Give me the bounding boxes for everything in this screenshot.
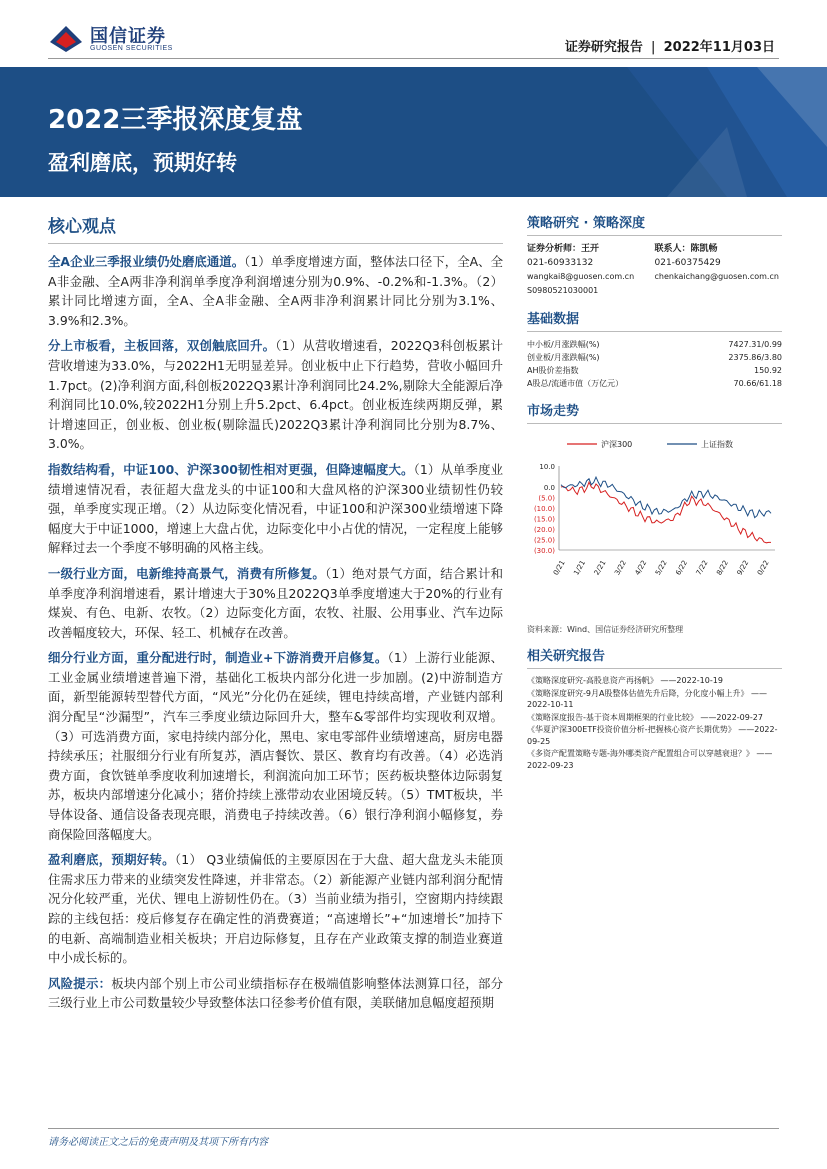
paragraph — [48, 974, 503, 1013]
analyst-phone: 021-60933132 — [527, 258, 594, 268]
paragraph — [48, 460, 503, 558]
header-divider — [48, 58, 779, 59]
report-title: 2022三季报深度复盘 — [48, 105, 303, 135]
basic-data-value: 2375.86/3.80 — [728, 353, 782, 362]
basic-data-row — [527, 377, 782, 390]
paragraph-lead: 细分行业方面，重分配进行时，制造业+下游消费开启修复。 — [48, 650, 388, 666]
paragraph — [48, 336, 503, 454]
paragraph-lead: 风险提示： — [48, 975, 112, 991]
related-report-item[interactable]: 《策略深度研究-9月A股整体估值先升后降，分化度小幅上升》 ——2022-10-11 — [527, 688, 767, 709]
paragraph-lead: 分上市板看，主板回落，双创触底回升。 — [48, 338, 276, 354]
basic-data-label: AH股价差指数 — [527, 366, 579, 375]
contact-email[interactable]: chenkaichang@guosen.com.cn — [654, 272, 779, 281]
basic-data-table — [527, 338, 782, 390]
analyst-block — [527, 242, 782, 298]
basic-data-row — [527, 364, 782, 377]
footer-disclaimer: 请务必阅读正文之后的免责声明及其项下所有内容 — [48, 1137, 268, 1148]
x-tick-label: 1/21 — [572, 559, 588, 577]
basic-data-title: 基础数据 — [527, 308, 782, 332]
contact-name: 联系人：陈凯畅 — [654, 244, 718, 254]
basic-data-label: 创业板/月涨跌幅(%) — [527, 353, 600, 362]
logo-text-cn: 国信证券 — [90, 26, 166, 47]
market-chart — [527, 430, 782, 620]
y-tick-label: 10.0 — [539, 463, 555, 471]
report-subtitle: 盈利磨底，预期好转 — [48, 151, 237, 175]
banner-decoration-icon — [507, 67, 827, 197]
logo-mark-icon — [48, 22, 84, 54]
analyst-cert: S0980521030001 — [527, 286, 599, 295]
x-tick-label: 6/22 — [674, 559, 690, 577]
basic-data-label: 中小板/月涨跌幅(%) — [527, 340, 600, 349]
y-tick-label: (30.0) — [533, 547, 555, 555]
report-type: 证券研究报告 — [564, 40, 643, 55]
analyst-name: 证券分析师：王开 — [527, 244, 600, 254]
report-meta — [565, 36, 775, 55]
chart-source: 资料来源：Wind、国信证券经济研究所整理 — [527, 625, 684, 634]
legend-label: 上证指数 — [701, 440, 733, 449]
separator: | — [650, 40, 656, 55]
paragraph-lead: 一级行业方面，电新维持高景气，消费有所修复。 — [48, 565, 326, 581]
x-tick-label: 3/22 — [613, 559, 628, 577]
company-logo — [48, 20, 198, 60]
paragraph-lead: 盈利磨底，预期好转。 — [48, 852, 175, 868]
market-chart-svg — [527, 430, 782, 580]
paragraph-lead: 全A企业三季报业绩仍处磨底通道。 — [48, 254, 245, 269]
x-tick-label: 4/22 — [633, 559, 649, 577]
series-line — [561, 477, 771, 517]
legend-label: 沪深300 — [601, 440, 633, 449]
series-line — [561, 482, 771, 543]
paragraph — [48, 648, 503, 844]
paragraph — [48, 564, 503, 642]
main-content — [48, 212, 503, 1019]
y-tick-label: (10.0) — [533, 505, 555, 513]
logo-text-en: GUOSEN SECURITIES — [90, 45, 173, 52]
market-trend-title: 市场走势 — [527, 400, 782, 424]
paragraph-text: （1）从单季度业绩增速情况看，表征超大盘龙头的中证100和大盘风格的沪深300业绩韧性仍较强，单季度实现正增。（2）从边际变化情况看，中证100和沪深300业绩增速下降幅度大于中证1000，增速上大盘占优，边际变化中小占优的情况，一定程度上能够解释过去一个季度不够明确的风格主线。 — [48, 461, 503, 556]
footer-divider — [48, 1128, 779, 1129]
contact-phone: 021-60375429 — [654, 258, 721, 268]
x-tick-label: 2/21 — [592, 559, 608, 577]
x-tick-label: 0/21 — [551, 559, 567, 577]
related-reports-title: 相关研究报告 — [527, 645, 782, 669]
x-tick-label: 7/22 — [694, 559, 710, 577]
page-header — [0, 0, 827, 66]
analyst-info — [527, 242, 655, 298]
basic-data-value: 70.66/61.18 — [733, 379, 782, 388]
x-tick-label: 9/22 — [735, 559, 751, 577]
paragraph-lead: 指数结构看，中证100、沪深300韧性相对更强，但降速幅度大。 — [48, 461, 414, 477]
related-reports-list — [527, 675, 782, 771]
related-report-item[interactable]: 《策略深度研究-高股息资产再扬帆》 ——2022-10-19 — [527, 676, 723, 685]
x-tick-label: 0/22 — [755, 559, 771, 577]
related-report-item[interactable]: 《多资产配置策略专题-海外哪类资产配置组合可以穿越衰退？》 ——2022-09-23 — [527, 749, 773, 770]
analyst-email[interactable]: wangkai8@guosen.com.cn — [527, 272, 635, 281]
related-report-item[interactable]: 《华夏沪深300ETF投资价值分析-把握核心资产长期优势》 ——2022-09-25 — [527, 725, 778, 746]
paragraph-text: （1）单季度增速方面，整体法口径下，全A、全A非金融、全A两非净利润单季度净利润增速分别为0.9%、-0.2%和-1.3%。（2）累计同比增速方面，全A、全A非金融、全A两非净利润累计同比分别为3.1%、3.9%和2.3%。 — [48, 254, 503, 328]
paragraph-text: （1）从营收增速看，2022Q3科创板累计营收增速为33.0%，与2022H1无明显差异。创业板中止下行趋势，营收小幅回升1.7pct。(2)净利润方面,科创板2022Q3累计净利润同比24.2%,剔除大全能源后净利润同比10.0%,较2022H1分别上升5.2pct、6.4pct。创业板连续两期反弹，累计增速回正，创业板、创业板(剔除温氏)2022Q3累计净利润同比分别为8.7%、3.0%。 — [48, 338, 503, 452]
x-tick-label: 8/22 — [715, 559, 730, 577]
report-date: 2022年11月03日 — [663, 40, 775, 55]
basic-data-label: A股总/流通市值（万亿元） — [527, 379, 624, 388]
paragraph — [48, 850, 503, 968]
contact-info — [655, 242, 783, 298]
paragraph — [48, 252, 503, 330]
basic-data-row — [527, 351, 782, 364]
title-banner — [0, 67, 827, 197]
paragraph-list — [48, 252, 503, 1013]
paragraph-text: （1） Q3业绩偏低的主要原因在于大盘、超大盘龙头未能顶住需求压力带来的业绩突发性降速，并非常态。（2）新能源产业链内部利润分配情况分化较严重，光伏、锂电上游韧性仍在。（3）当前业绩为指引，空窗期内持续跟踪的主线包括：疫后修复存在确定性的消费赛道；“高速增长”+“加速增长”加持下的电新、高端制造业相关板块；开启边际修复，且存在产业政策支撑的制造业赛道中小成长标的。 — [48, 852, 503, 966]
basic-data-row — [527, 338, 782, 351]
y-tick-label: (15.0) — [533, 515, 555, 524]
paragraph-text: （1）上游行业能源、工业金属业绩增速普遍下滑，基础化工板块内部分化进一步加剧。(2)中游制造方面，新型能源转型替代方面，“风光”分化仍在延续，锂电持续高增，产业链内部利润分配呈“沙漏型”，汽车三季度业绩边际回升大，整车&零部件均实现收利双增。（3）可选消费方面，家电持续内部分化，黑电、家电零部件业绩增速高，厨房电器持续承压；社服细分行业有所复苏，酒店餐饮、景区、教育均有改善。（4）必选消费方面，食饮链单季度收利加速增长，利润流向加工环节；医药板块整体边际弱复苏，板块内部增速分化减小；猪价持续上涨带动农业困境反转。（5）TMT板块，半导体设备、通信设备表现亮眼，消费电子持续改善。（6）银行净利润小幅修复，券商保险回落幅度大。 — [48, 650, 503, 842]
paragraph-text: （1）绝对景气方面，结合累计和单季度净利润增速看，累计增速大于30%且2022Q3单季度增速大于20%的行业有煤炭、有色、电新、农牧。（2）边际变化方面，农牧、社服、公用事业、汽车边际改善幅度较大，环保、轻工、机械存在改善。 — [48, 565, 504, 640]
section-title: 核心观点 — [48, 212, 503, 244]
related-report-item[interactable]: 《策略深度报告-基于资本周期框架的行业比较》 ——2022-09-27 — [527, 712, 763, 722]
basic-data-value: 7427.31/0.99 — [728, 340, 782, 349]
y-tick-label: 0.0 — [543, 484, 555, 492]
x-tick-label: 5/22 — [653, 559, 669, 577]
y-tick-label: (20.0) — [533, 526, 555, 534]
basic-data-value: 150.92 — [754, 366, 782, 375]
paragraph-text: 板块内部个别上市公司业绩指标存在极端值影响整体法测算口径，部分三级行业上市公司数量较少导致整体法口径参考价值有限，美联储加息幅度超预期 — [48, 975, 504, 1011]
y-tick-label: (5.0) — [538, 494, 555, 503]
report-category: 策略研究 · 策略深度 — [527, 212, 782, 236]
sidebar — [527, 212, 782, 772]
y-tick-label: (25.0) — [533, 536, 555, 545]
